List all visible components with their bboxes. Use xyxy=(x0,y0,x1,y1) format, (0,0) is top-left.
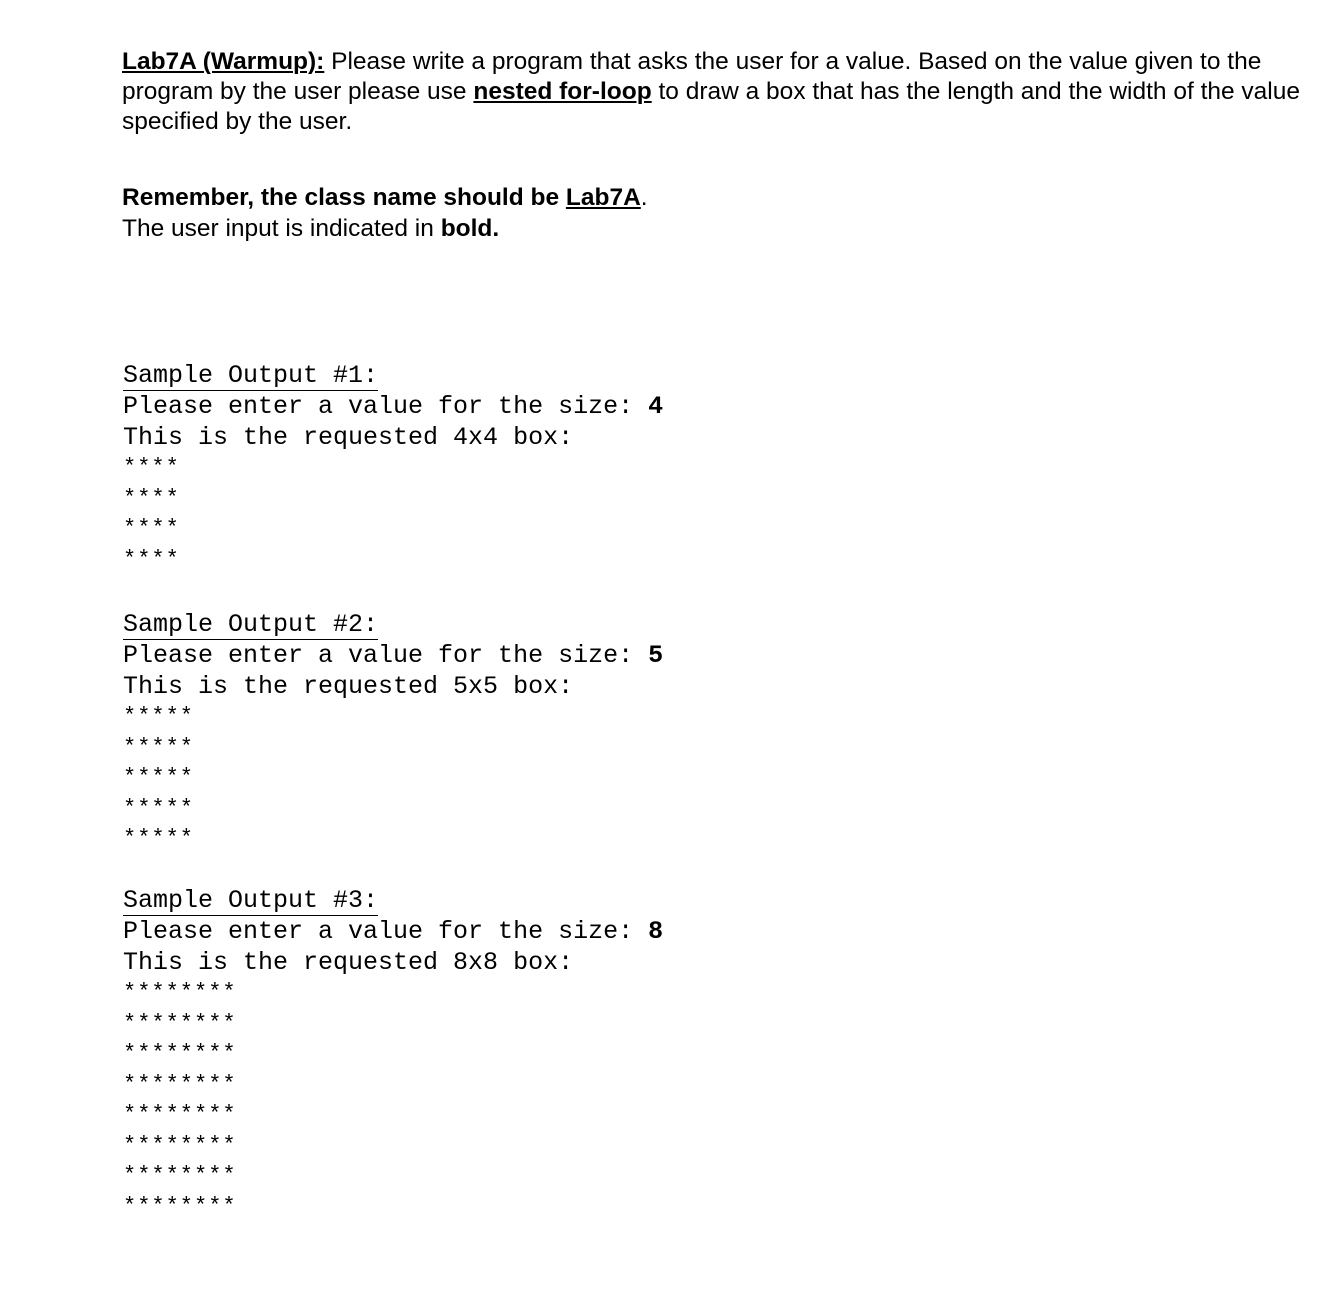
lab-description xyxy=(122,47,1302,137)
user-input: 8 xyxy=(648,917,664,946)
reminder-prefix: Remember, the class name should be xyxy=(122,184,566,211)
reminder-suffix: . xyxy=(640,184,648,211)
lab-title: Lab7A (Warmup): xyxy=(122,48,325,75)
box-row: ******** xyxy=(123,1071,237,1097)
sample-output-1 xyxy=(123,360,663,575)
box-row: ******** xyxy=(123,1163,237,1188)
prompt-text: Please enter a value for the size: xyxy=(123,641,649,670)
description-text-2: to draw a box that has the length and the width of the value specified by the user. xyxy=(122,78,1301,135)
note-prefix: The user input is indicated in xyxy=(122,215,441,242)
user-input: 4 xyxy=(648,392,664,421)
sample-title: Sample Output #2: xyxy=(123,610,379,639)
sample-title: Sample Output #1: xyxy=(123,361,379,390)
sample-title: Sample Output #3: xyxy=(123,886,379,915)
result-line: This is the requested 8x8 box: xyxy=(123,948,574,977)
prompt-text: Please enter a value for the size: xyxy=(123,917,649,946)
reminder-block xyxy=(122,182,1302,244)
box-row: ******** xyxy=(123,1193,237,1219)
sample-output-2 xyxy=(123,609,663,855)
box-row: ***** xyxy=(123,765,195,790)
box-row: ******** xyxy=(123,1041,237,1066)
box-row: **** xyxy=(123,455,180,480)
class-name-reminder xyxy=(122,182,1302,213)
box-row: ***** xyxy=(123,795,195,821)
box-row: ***** xyxy=(123,734,195,760)
box-row: **** xyxy=(123,516,180,541)
prompt-line xyxy=(123,916,663,947)
result-line: This is the requested 4x4 box: xyxy=(123,423,574,452)
nested-for-loop-emphasis: nested for-loop xyxy=(473,78,652,105)
user-input: 5 xyxy=(648,641,664,670)
box-row: ******** xyxy=(123,1132,237,1158)
note-bold: bold. xyxy=(440,215,500,242)
box-row: ***** xyxy=(123,826,195,851)
box-row: ******** xyxy=(123,1010,237,1036)
box-row: ******** xyxy=(123,1102,237,1127)
description-text-1: Please write a program that asks the user for a value. Based on the value given to the program by the user please use xyxy=(122,48,1262,105)
box-row: ***** xyxy=(123,704,195,729)
box-row: ******** xyxy=(123,980,237,1005)
box-row: **** xyxy=(123,485,180,511)
prompt-line xyxy=(123,640,663,671)
prompt-line xyxy=(123,391,663,422)
result-line: This is the requested 5x5 box: xyxy=(123,672,574,701)
sample-output-3 xyxy=(123,885,663,1222)
bold-input-note xyxy=(122,213,1302,244)
prompt-text: Please enter a value for the size: xyxy=(123,392,649,421)
class-name: Lab7A xyxy=(565,184,641,211)
box-row: **** xyxy=(123,546,180,572)
